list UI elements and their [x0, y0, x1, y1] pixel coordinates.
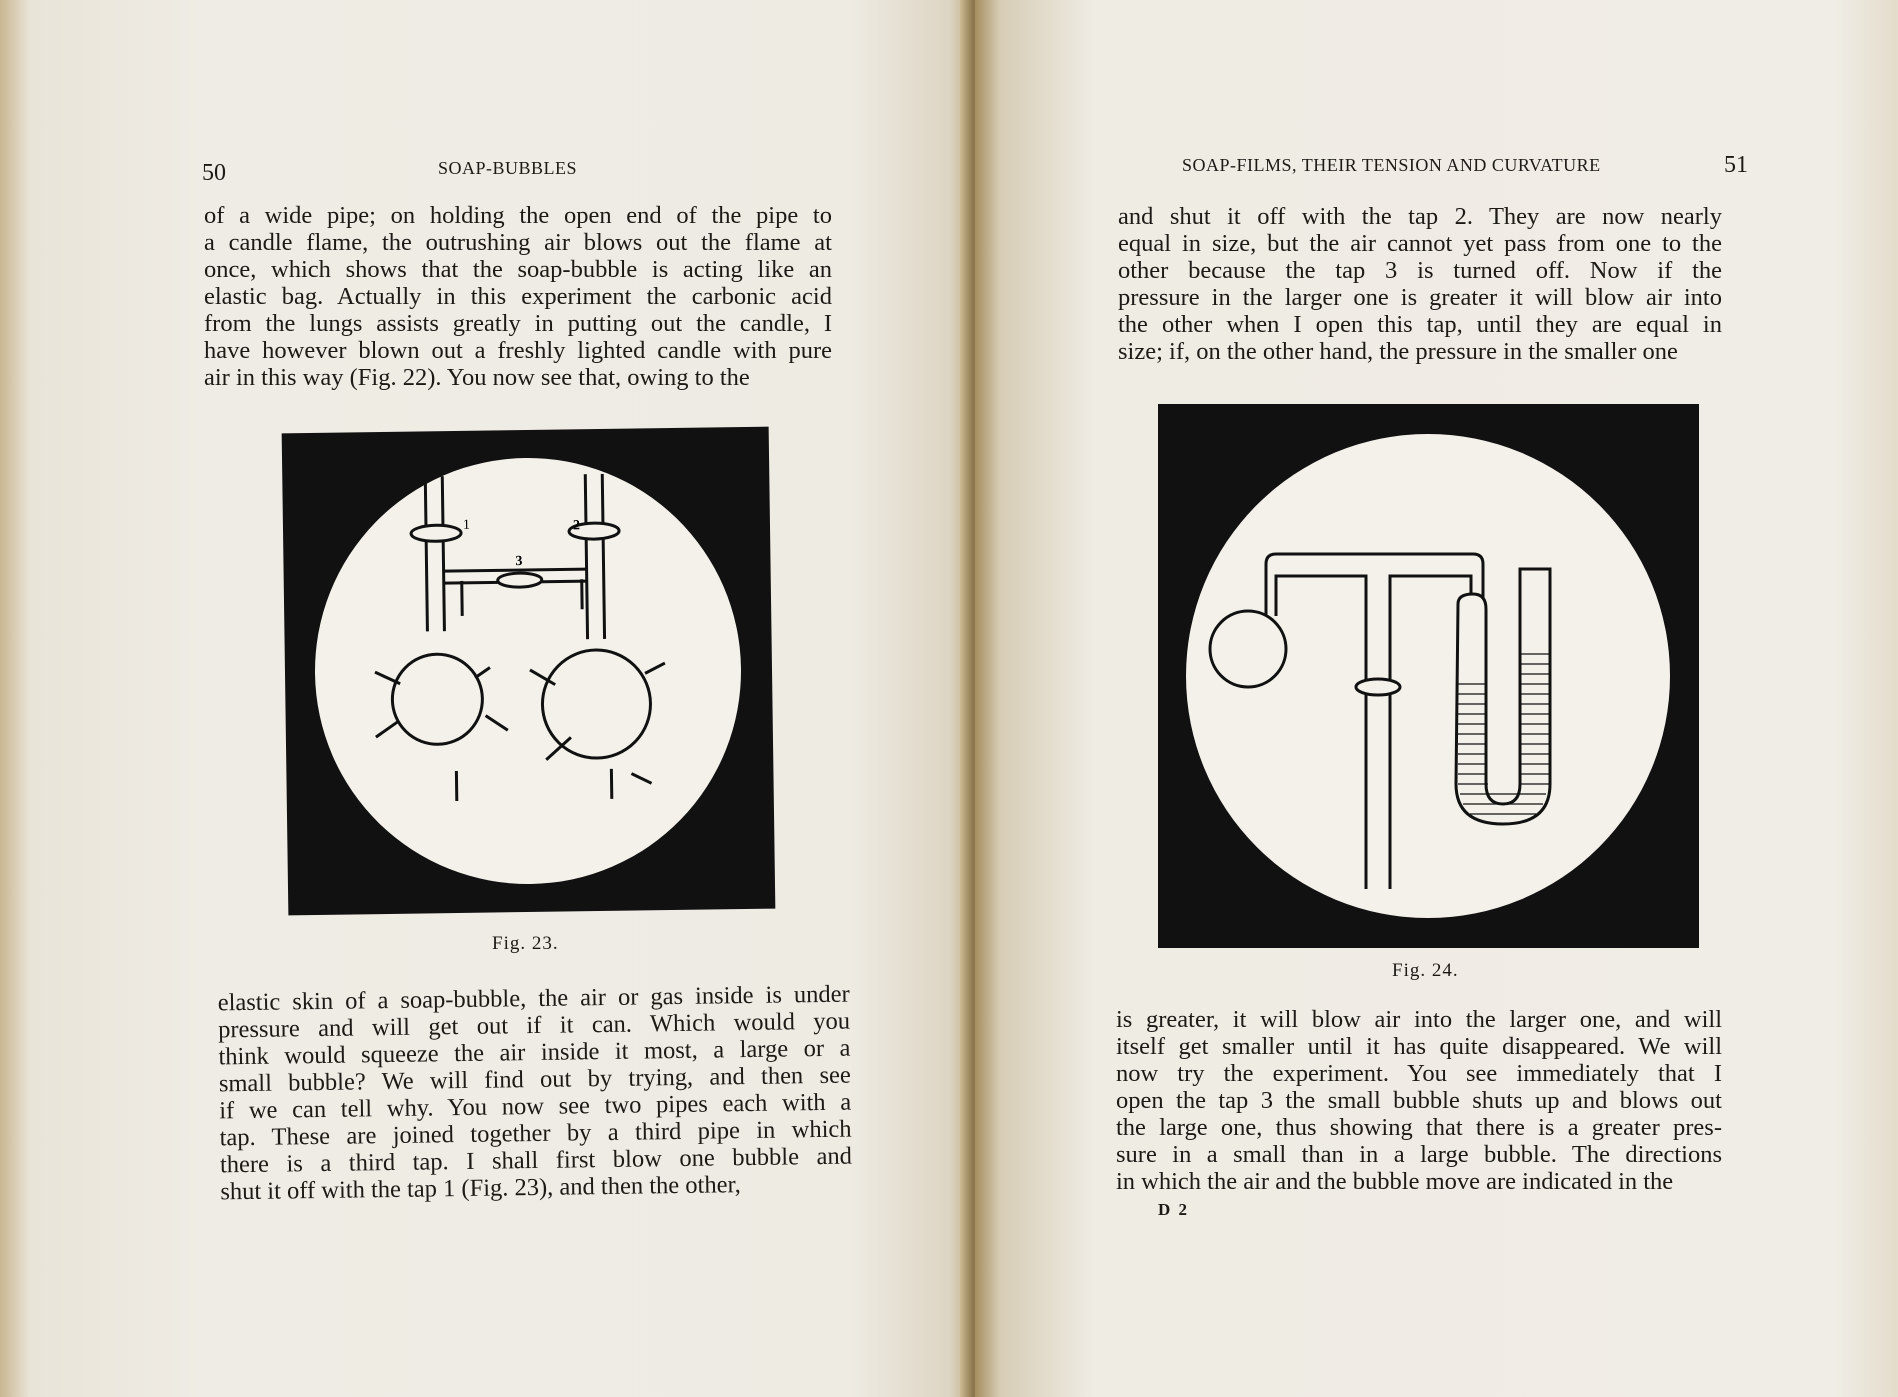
text-line: itself get smaller until it has quite disappeared. We will — [1116, 1033, 1722, 1060]
figure-caption: Fig. 24. — [1392, 960, 1459, 981]
text-line: elastic skin of a soap-bubble, the air or gas inside is under — [217, 980, 850, 1017]
text-line: elastic bag. Actually in this experiment the carbonic acid — [204, 283, 832, 310]
text-line: the other when I open this tap, until they are equal in — [1118, 311, 1722, 338]
paragraph-bottom — [1116, 1006, 1722, 1195]
text-line: sure in a small than in a large bubble. The directions — [1116, 1141, 1722, 1168]
text-line: have however blown out a freshly lighted candle with pure — [204, 337, 832, 364]
tap-label-3: 3 — [515, 554, 523, 570]
text-line: open the tap 3 the small bubble shuts up and blows out — [1116, 1087, 1722, 1114]
page-number: 51 — [1724, 152, 1748, 178]
figure-24 — [1158, 404, 1699, 948]
paragraph-bottom — [218, 981, 853, 1206]
text-line: if we can tell why. You now see two pipes each with a — [219, 1088, 852, 1125]
text-line: pressure in the larger one is greater it will blow air into — [1118, 284, 1722, 311]
text-line: there is a third tap. I shall first blow one bubble and — [219, 1142, 853, 1179]
text-line: now try the experiment. You see immediately that I — [1116, 1060, 1722, 1087]
text-line: size; if, on the other hand, the pressure in the smaller one — [1118, 338, 1678, 365]
tap-label-1: 1 — [462, 517, 471, 533]
u-tube-apparatus-illustration — [1158, 404, 1699, 948]
text-line: think would squeeze the air inside it most, a large or a — [218, 1034, 851, 1071]
figure-23 — [282, 427, 776, 916]
text-line: a candle flame, the outrushing air blows out the flame at — [204, 229, 832, 256]
text-line: air in this way (Fig. 22). You now see that, owing to the — [204, 364, 750, 391]
text-line: in which the air and the bubble move are indicated in the — [1116, 1168, 1674, 1195]
bubble-apparatus-illustration — [282, 427, 776, 916]
text-line: of a wide pipe; on holding the open end of the pipe to — [204, 202, 832, 229]
page-number: 50 — [202, 160, 226, 186]
signature-mark: D 2 — [1158, 1200, 1190, 1219]
text-line: from the lungs assists greatly in putting out the candle, I — [204, 310, 832, 337]
tap-label-2: 2 — [572, 518, 581, 534]
text-line: pressure and will get out if it can. Which would you — [217, 1007, 851, 1044]
text-line: and shut it off with the tap 2. They are now nearly — [1118, 203, 1722, 230]
figure-caption: Fig. 23. — [492, 933, 559, 954]
text-line: shut it off with the tap 1 (Fig. 23), and then the other, — [220, 1171, 741, 1206]
text-line: other because the tap 3 is turned off. Now if the — [1118, 257, 1722, 284]
text-line: equal in size, but the air cannot yet pass from one to the — [1118, 230, 1722, 257]
right-page — [975, 0, 1898, 1397]
running-head: SOAP-BUBBLES — [438, 158, 578, 178]
text-line: once, which shows that the soap-bubble is acting like an — [204, 256, 832, 283]
running-head: SOAP-FILMS, THEIR TENSION AND CURVATURE — [1182, 155, 1601, 175]
paragraph-top — [204, 202, 832, 391]
text-line: small bubble? We will find out by trying, and then see — [218, 1061, 851, 1098]
text-line: is greater, it will blow air into the larger one, and will — [1116, 1006, 1722, 1033]
text-line: the large one, thus showing that there is a greater pres- — [1116, 1114, 1722, 1141]
paragraph-top — [1118, 203, 1722, 365]
text-line: tap. These are joined together by a third pipe in which — [219, 1115, 852, 1152]
